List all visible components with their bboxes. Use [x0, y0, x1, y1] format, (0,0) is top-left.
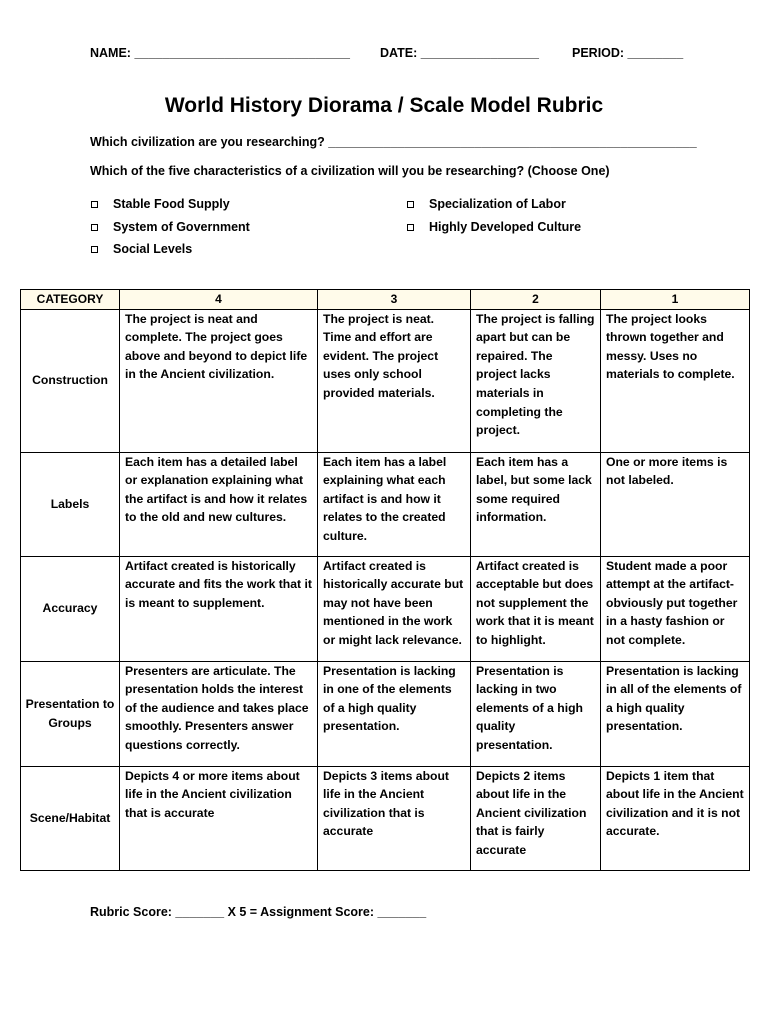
row-category: Construction: [21, 309, 120, 452]
table-cell: The project looks thrown together and messy. Uses no materials to complete.: [601, 309, 750, 452]
option-specialization-of-labor[interactable]: [407, 197, 566, 211]
option-highly-developed-culture[interactable]: [407, 220, 581, 234]
row-category: Accuracy: [21, 556, 120, 661]
option-system-of-government[interactable]: [91, 220, 250, 234]
column-header: CATEGORY: [21, 290, 120, 310]
table-cell: Artifact created is acceptable but does not supplement the work that it is meant to highlight.: [471, 556, 601, 661]
table-cell: The project is neat. Time and effort are evident. The project uses only school provided materials.: [318, 309, 471, 452]
column-header: 1: [601, 290, 750, 310]
checkbox-icon[interactable]: [407, 201, 414, 208]
checkbox-icon[interactable]: [91, 201, 98, 208]
page-title: World History Diorama / Scale Model Rubric: [164, 94, 604, 117]
table-row: [21, 309, 750, 452]
option-label: Specialization of Labor: [429, 197, 566, 211]
checkbox-icon[interactable]: [407, 224, 414, 231]
table-cell: Student made a poor attempt at the artifact- obviously put together in a hasty fashion or not complete.: [601, 556, 750, 661]
date-field[interactable]: DATE: _________________: [380, 46, 539, 60]
table-cell: Each item has a detailed label or explanation explaining what the artifact is and how it relates to the old and new cultures.: [120, 452, 318, 556]
rubric-table: [20, 289, 750, 871]
table-row: [21, 766, 750, 870]
checkbox-icon[interactable]: [91, 246, 98, 253]
option-label: Stable Food Supply: [113, 197, 230, 211]
civilization-question[interactable]: Which civilization are you researching? _____________________________________________________: [90, 135, 697, 149]
option-label: System of Government: [113, 220, 250, 234]
table-row: [21, 556, 750, 661]
table-cell: Depicts 3 items about life in the Ancient civilization that is accurate: [318, 766, 471, 870]
rubric-score-line[interactable]: Rubric Score: _______ X 5 = Assignment Score: _______: [90, 905, 427, 919]
table-cell: Artifact created is historically accurate but may not have been mentioned in the work or might lack relevance.: [318, 556, 471, 661]
table-cell: Each item has a label explaining what each artifact is and how it relates to the created culture.: [318, 452, 471, 556]
table-cell: Artifact created is historically accurate and fits the work that it is meant to supplement.: [120, 556, 318, 661]
row-category: Scene/Habitat: [21, 766, 120, 870]
table-header-row: [21, 290, 750, 310]
table-cell: The project is neat and complete. The project goes above and beyond to depict life in the Ancient civilization.: [120, 309, 318, 452]
period-field[interactable]: PERIOD: ________: [572, 46, 684, 60]
table-row: [21, 452, 750, 556]
column-header: 4: [120, 290, 318, 310]
table-cell: Depicts 2 items about life in the Ancient civilization that is fairly accurate: [471, 766, 601, 870]
option-stable-food-supply[interactable]: [91, 197, 230, 211]
table-cell: Presentation is lacking in two elements of a high quality presentation.: [471, 661, 601, 766]
option-label: Social Levels: [113, 242, 193, 256]
name-field[interactable]: NAME: _______________________________: [90, 46, 350, 60]
table-cell: One or more items is not labeled.: [601, 452, 750, 556]
row-category: Presentation to Groups: [21, 661, 120, 766]
table-cell: Depicts 4 or more items about life in the Ancient civilization that is accurate: [120, 766, 318, 870]
checkbox-icon[interactable]: [91, 224, 98, 231]
table-row: [21, 661, 750, 766]
row-category: Labels: [21, 452, 120, 556]
table-cell: The project is falling apart but can be repaired. The project lacks materials in completing the project.: [471, 309, 601, 452]
table-cell: Each item has a label, but some lack some required information.: [471, 452, 601, 556]
table-cell: Depicts 1 item that about life in the Ancient civilization and it is not accurate.: [601, 766, 750, 870]
characteristics-question: Which of the five characteristics of a civilization will you be researching? (Choose One): [90, 164, 610, 178]
table-cell: Presentation is lacking in one of the elements of a high quality presentation.: [318, 661, 471, 766]
option-label: Highly Developed Culture: [429, 220, 582, 234]
table-cell: Presenters are articulate. The presentation holds the interest of the audience and takes place smoothly. Presenters answer questions correctly.: [120, 661, 318, 766]
table-cell: Presentation is lacking in all of the elements of a high quality presentation.: [601, 661, 750, 766]
column-header: 2: [471, 290, 601, 310]
option-social-levels[interactable]: [91, 242, 192, 256]
column-header: 3: [318, 290, 471, 310]
